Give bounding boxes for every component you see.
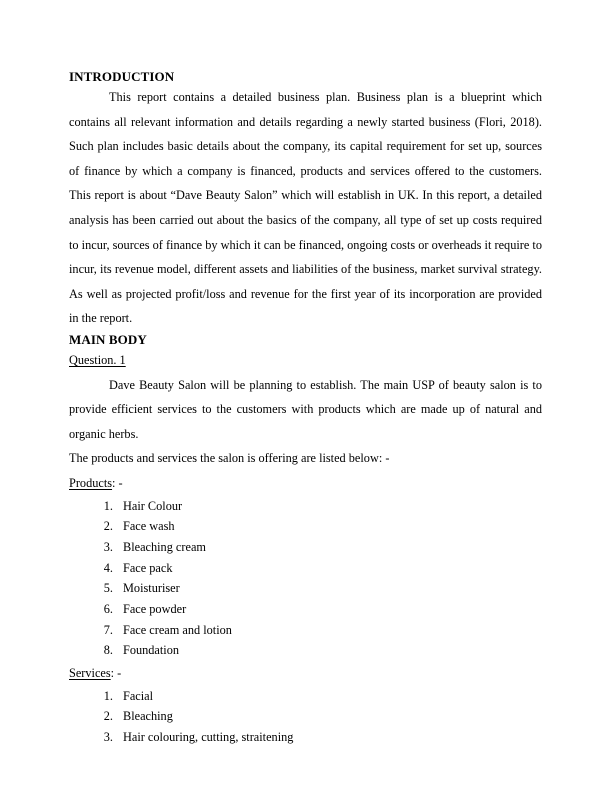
list-item: 3. Bleaching cream (116, 537, 542, 558)
list-item: 6. Face powder (116, 599, 542, 620)
products-list (69, 496, 542, 662)
services-subheading-line (69, 661, 542, 686)
list-item: 1. Facial (116, 686, 542, 707)
introduction-paragraph: This report contains a detailed business plan. Business plan is a blueprint which contains all relevant information and details regarding a newly started business (Flori, 2018). Such plan includes basic details about the company, its capital requirement for set up, sources of finance by which a company is financed, products and services offered to the customers. This report is about “Dave Beauty Salon” which will establish in UK. In this report, a detailed analysis has been carried out about the basics of the company, all type of set up costs required to incur, sources of finance by which it can be financed, ongoing costs or overheads it require to incur, its revenue model, different assets and liabilities of the business, market survival strategy. As well as projected profit/loss and revenue for the first year of its incorporation are provided in the report. (69, 90, 542, 326)
services-list (69, 686, 542, 748)
document-body (69, 68, 542, 748)
products-subheading-line (69, 471, 542, 496)
services-label-suffix: : - (110, 666, 122, 681)
question-label-line (69, 348, 542, 373)
products-label: Products (69, 475, 113, 490)
list-item: 1. Hair Colour (116, 496, 542, 517)
list-item: 8. Foundation (116, 640, 542, 661)
list-item: 5. Moisturiser (116, 578, 542, 599)
question-label: Question. 1 (69, 352, 126, 367)
list-item: 2. Bleaching (116, 706, 542, 727)
section-heading-main-body: MAIN BODY (69, 331, 147, 347)
list-item: 3. Hair colouring, cutting, straitening (116, 727, 542, 748)
list-item: 4. Face pack (116, 558, 542, 579)
question-paragraph: Dave Beauty Salon will be planning to establish. The main USP of beauty salon is to provide efficient services to the customers with products which are made up of natural and organic herbs. (69, 377, 542, 441)
services-label: Services (69, 666, 111, 681)
products-label-suffix: : - (112, 475, 123, 490)
list-item: 2. Face wash (116, 516, 542, 537)
list-item: 7. Face cream and lotion (116, 620, 542, 641)
products-services-lead-line: The products and services the salon is offering are listed below: - (69, 451, 390, 466)
page-title-introduction: INTRODUCTION (69, 69, 175, 84)
